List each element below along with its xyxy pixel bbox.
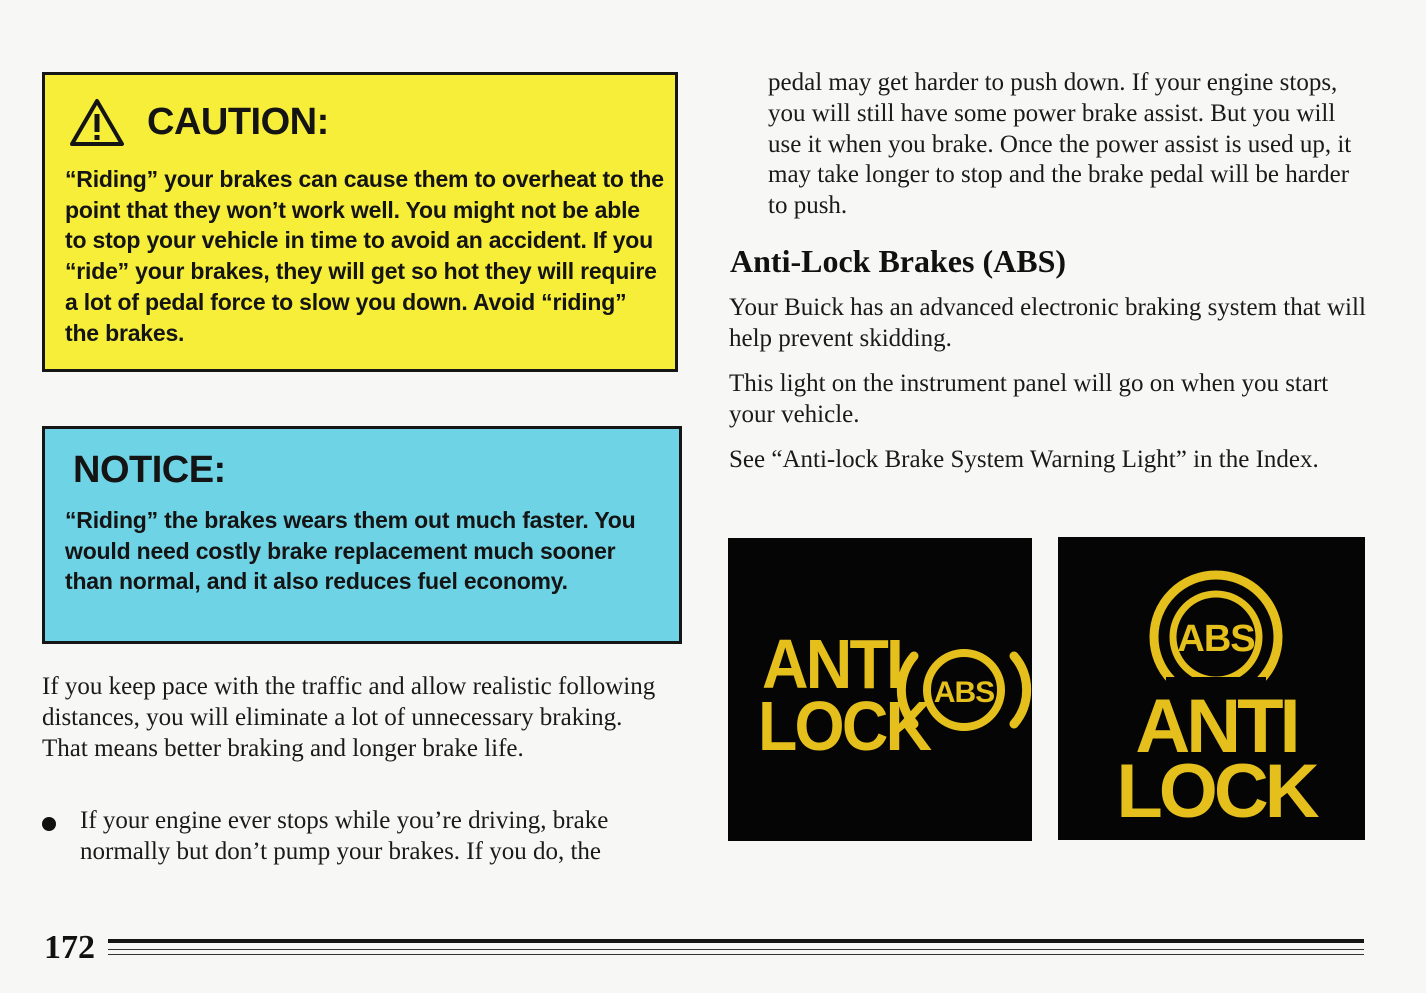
light-b-badge: ABS [1177, 618, 1255, 660]
bullet-icon [42, 817, 56, 831]
light-b-line1: ANTI [1135, 684, 1297, 769]
caution-box [42, 72, 678, 372]
footer-rule [108, 939, 1364, 963]
abs-paragraph-3: See “Anti-lock Brake System Warning Light” in the Index. [729, 446, 1319, 473]
section-heading: Anti-Lock Brakes (ABS) [730, 243, 1067, 279]
notice-box [42, 426, 682, 644]
braking-paragraph: If you keep pace with the traffic and allow realistic following distances, you will eliminate a lot of unnecessary braking. That means better braking and longer brake life. [42, 673, 656, 762]
light-a-line1: ANTI [762, 625, 902, 704]
anti-lock-light-horizontal [728, 538, 1032, 841]
notice-text: “Riding” the brakes wears them out much faster. You would need costly brake replacement much sooner than normal, and it also reduces fuel economy. [65, 507, 636, 595]
light-a-badge: ABS [933, 676, 995, 709]
abs-paragraph-2: This light on the instrument panel will go on when you start your vehicle. [729, 370, 1329, 428]
abs-paragraph-1: Your Buick has an advanced electronic braking system that will help prevent skidding. [729, 294, 1366, 352]
caution-text: “Riding” your brakes can cause them to overheat to the point that they won’t work well. You might not be able to stop your vehicle in time to avoid an accident. If you “ride” your brakes, they will get so hot they will require a lot of pedal force to slow you down. Avoid “riding” the brakes. [65, 166, 664, 346]
page-number: 172 [44, 929, 95, 966]
anti-lock-light-vertical [1058, 537, 1365, 840]
continuation-paragraph: pedal may get harder to push down. If your engine stops, you will still have some power brake assist. But you will use it when you brake. Once the power assist is used up, it may take longer to stop and the brake pedal will be harder to push. [768, 69, 1352, 220]
bullet-text: If your engine ever stops while you’re driving, brake normally but don’t pump your brakes. If you do, the [80, 807, 609, 865]
warning-triangle-icon [69, 97, 125, 147]
light-b-line2: LOCK [1116, 749, 1316, 834]
caution-heading [69, 97, 329, 147]
light-a-line2: LOCK [758, 687, 930, 766]
caution-title: CAUTION: [147, 100, 329, 143]
notice-title: NOTICE: [73, 449, 226, 491]
